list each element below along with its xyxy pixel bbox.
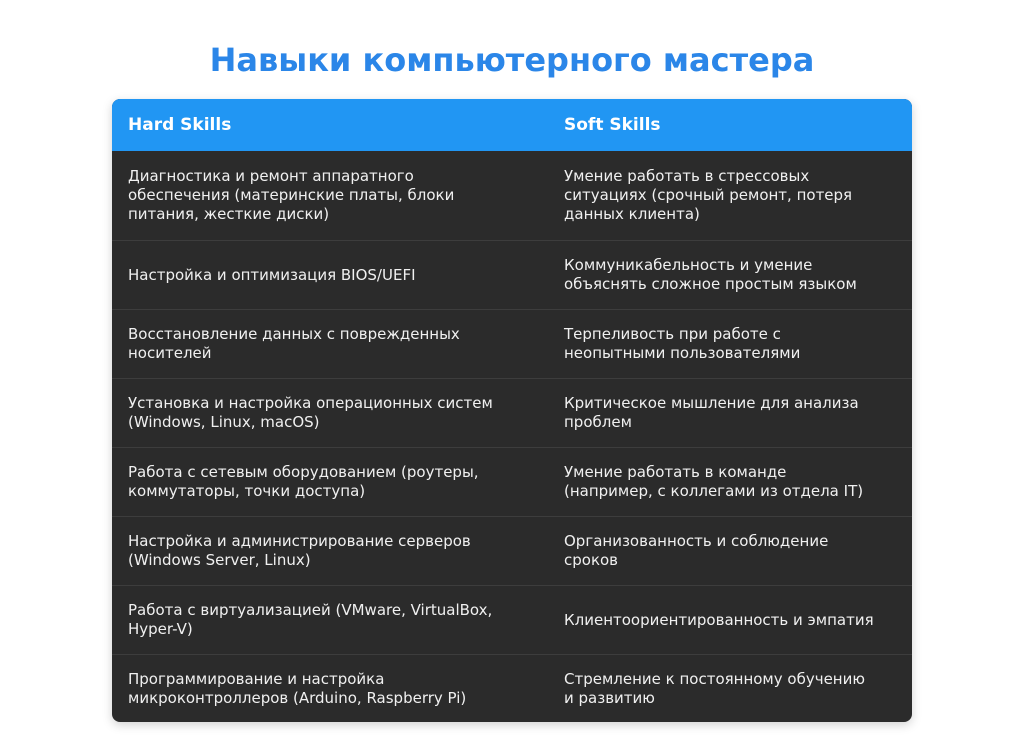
- hard-skill-cell: Установка и настройка операционных систем (Windows, Linux, macOS): [128, 394, 493, 431]
- hard-skill-cell: Восстановление данных с поврежденных носителей: [128, 325, 460, 362]
- hard-skill-cell: Настройка и администрирование серверов (Windows Server, Linux): [128, 532, 471, 569]
- soft-skill-cell: Организованность и соблюдение сроков: [564, 532, 829, 569]
- soft-skill-cell: Клиентоориентированность и эмпатия: [564, 610, 874, 629]
- table-row: [112, 240, 912, 309]
- table-header-row: [112, 99, 912, 151]
- table-row: [112, 447, 912, 516]
- table-row: [112, 151, 912, 240]
- header-hard-skills: Hard Skills: [128, 115, 232, 135]
- soft-skill-cell: Умение работать в команде (например, с коллегами из отдела IT): [564, 463, 864, 500]
- hard-skill-cell: Программирование и настройка микроконтроллеров (Arduino, Raspberry Pi): [128, 670, 467, 707]
- table-row: [112, 378, 912, 447]
- header-soft-skills: Soft Skills: [564, 115, 661, 135]
- table-row: [112, 309, 912, 378]
- table-row: [112, 654, 912, 722]
- hard-skill-cell: Настройка и оптимизация BIOS/UEFI: [128, 265, 416, 284]
- soft-skill-cell: Коммуникабельность и умение объяснять сложное простым языком: [564, 256, 857, 293]
- table-body: [112, 151, 912, 722]
- hard-skill-cell: Работа с виртуализацией (VMware, VirtualBox, Hyper-V): [128, 601, 493, 638]
- soft-skill-cell: Стремление к постоянному обучению и развитию: [564, 670, 865, 707]
- soft-skill-cell: Критическое мышление для анализа проблем: [564, 394, 859, 431]
- table-row: [112, 585, 912, 654]
- hard-skill-cell: Диагностика и ремонт аппаратного обеспечения (материнские платы, блоки питания, жесткие диски): [128, 167, 455, 223]
- skills-table: [112, 99, 912, 722]
- page-title: Навыки компьютерного мастера: [209, 41, 815, 79]
- hard-skill-cell: Работа с сетевым оборудованием (роутеры, коммутаторы, точки доступа): [128, 463, 479, 500]
- table-row: [112, 516, 912, 585]
- soft-skill-cell: Умение работать в стрессовых ситуациях (срочный ремонт, потеря данных клиента): [564, 167, 853, 223]
- soft-skill-cell: Терпеливость при работе с неопытными пользователями: [564, 325, 801, 362]
